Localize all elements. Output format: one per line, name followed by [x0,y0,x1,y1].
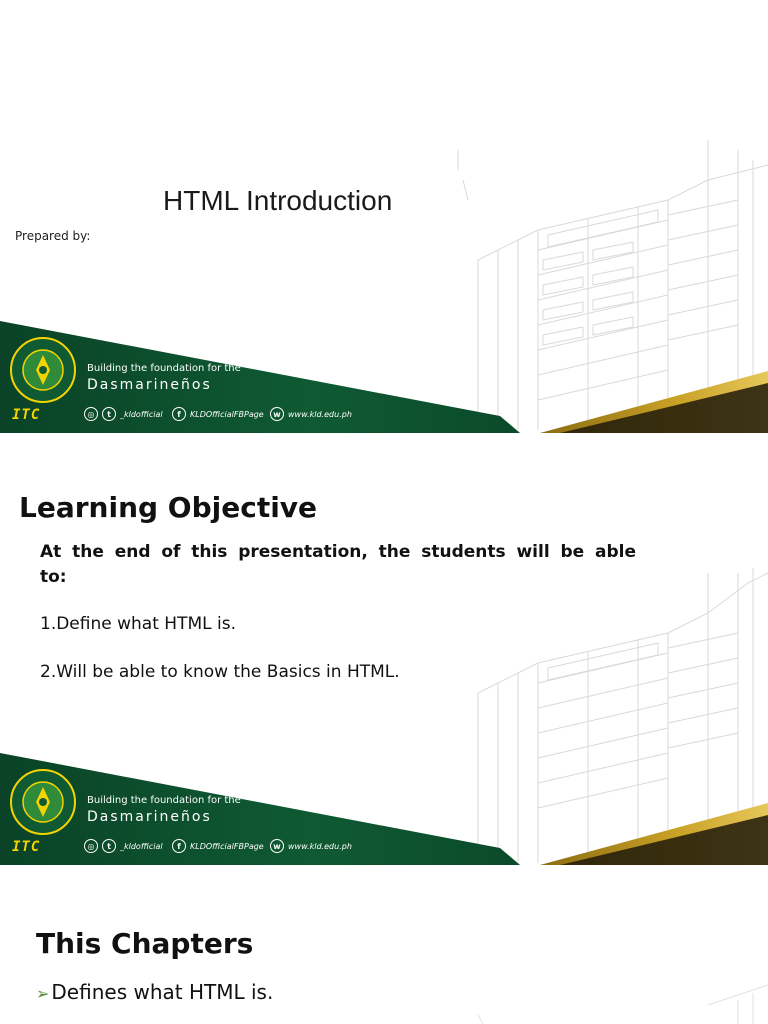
social-instagram-twitter [84,839,163,853]
objective-item: 2.Will be able to know the Basics in HTML. [40,662,400,682]
chapter-bullet-text: Defines what HTML is. [51,980,274,1004]
twitter-icon: t [102,839,116,853]
itc-mark: ITC [12,407,41,423]
facebook-icon: f [172,407,186,421]
slide-heading: Learning Objective [19,491,318,524]
facebook-page: KLDOfficialFBPage [190,841,264,851]
footer-banner [0,321,768,433]
tagline-big: Dasmarineños [87,809,212,825]
slide-title [0,0,768,433]
instagram-icon: ◎ [84,839,98,853]
social-facebook [172,407,264,421]
social-facebook [172,839,264,853]
slide-heading: This Chapters [36,927,254,960]
school-logo-icon [10,337,76,403]
slide-learning-objective [0,433,768,865]
facebook-icon: f [172,839,186,853]
website-url: www.kld.edu.ph [288,841,352,851]
building-sketch-image [408,865,768,1024]
arrow-bullet-icon: ➢ [36,984,50,1003]
chapter-bullet [36,980,273,1004]
school-logo-icon [10,769,76,835]
website-url: www.kld.edu.ph [288,409,352,419]
objective-item: 1.Define what HTML is. [40,614,236,634]
social-website [270,407,352,421]
itc-mark: ITC [12,839,41,855]
social-instagram-twitter [84,407,163,421]
tagline-small: Building the foundation for the [87,363,241,374]
slide-chapters [0,865,768,1024]
footer-banner [0,753,768,865]
globe-icon: w [270,407,284,421]
presentation-title: HTML Introduction [163,185,393,216]
instagram-handle: _kldofficial [120,409,163,419]
social-website [270,839,352,853]
instagram-icon: ◎ [84,407,98,421]
prepared-by-label: Prepared by: [15,229,91,243]
objective-intro: At the end of this presentation, the students will be able to: [40,542,636,587]
globe-icon: w [270,839,284,853]
tagline-small: Building the foundation for the [87,795,241,806]
instagram-handle: _kldofficial [120,841,163,851]
twitter-icon: t [102,407,116,421]
tagline-big: Dasmarineños [87,377,212,393]
facebook-page: KLDOfficialFBPage [190,409,264,419]
